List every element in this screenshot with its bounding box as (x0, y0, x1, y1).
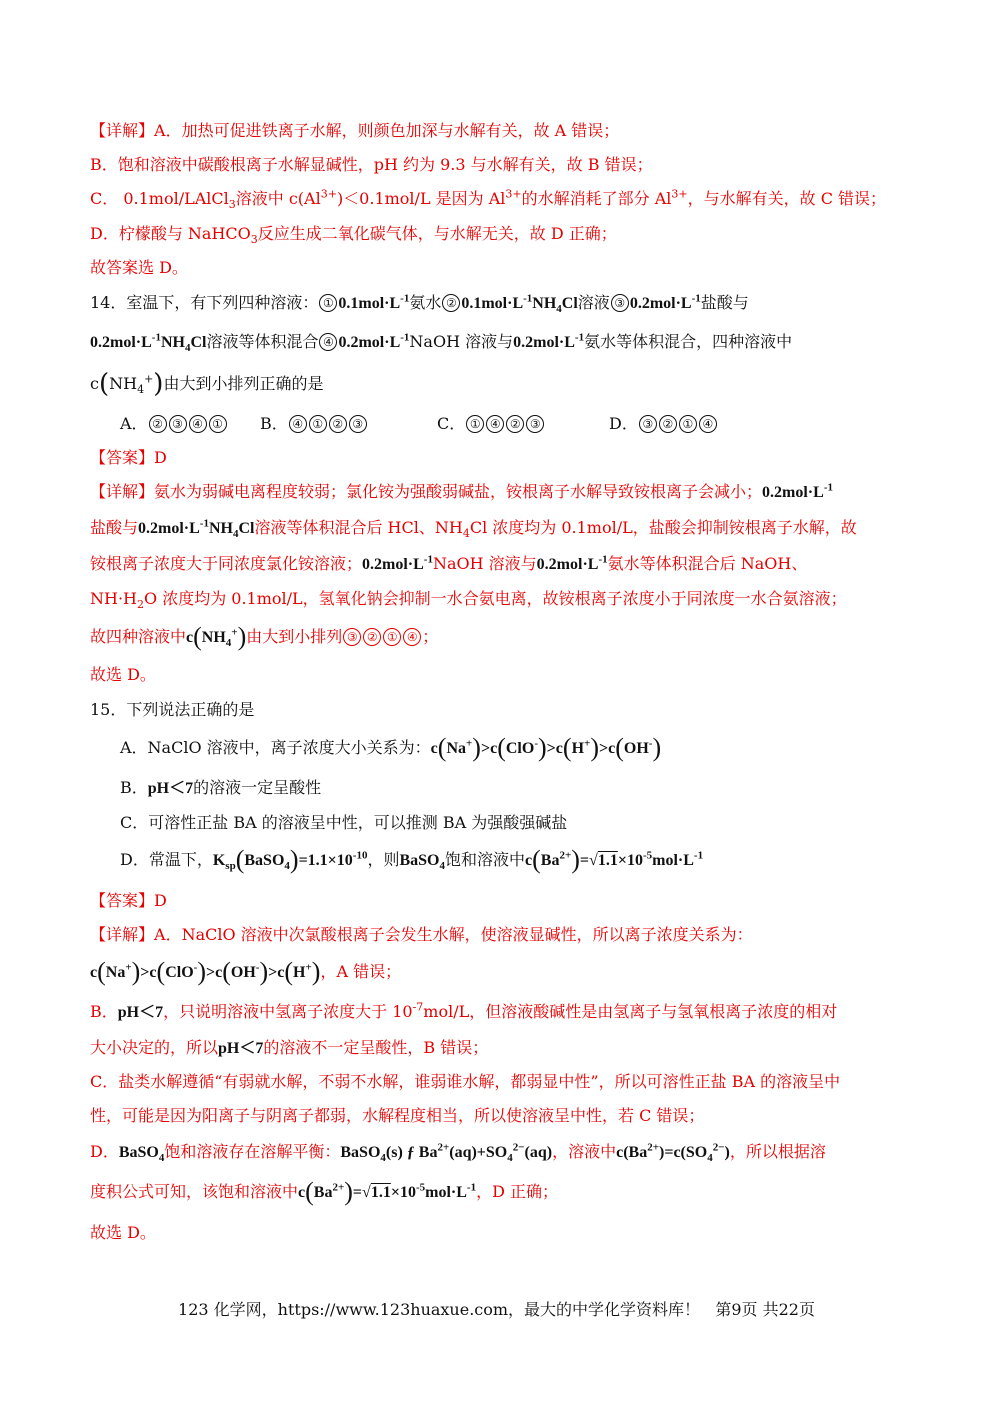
q14-stem-line2: $0.2mol\cdot L^{-1}NH_4Cl$溶液等体积混合 ④ $0.2mol\cdot L^{-1}NaOH$ 溶液与$0.2mol\cdot L^{-1}$氨水等体积混合，四种溶液中 (90, 331, 793, 355)
q14-option-c: C． ① ④ ② ③ (437, 412, 609, 436)
q14-explanation-3: 铵根离子浓度大于同浓度氯化铵溶液；$0.2mol\cdot L^{-1}NaOH$ 溶液与$0.2mol\cdot L^{-1}$氨水等体积混合后 NaOH、 (90, 553, 808, 573)
q14-stem-line1: 14．室温下，有下列四种溶液： ① $0.1mol\cdot L^{-1}$氨水 ② $0.1mol\cdot L^{-1}NH_4Cl$溶液 ③ $0.2mol\cdot L^{-1}$盐酸与 (90, 292, 749, 316)
q15-explanation-b2: 大小决定的，所以pH＜7的溶液不一定呈酸性，B 错误； (90, 1038, 489, 1057)
q14-explanation-2: 盐酸与$0.2mol\cdot L^{-1}NH_4Cl$溶液等体积混合后 HCl、$NH_4Cl$ 浓度均为 0.1mol/L，盐酸会抑制铵根离子水解，故 (90, 517, 857, 541)
footer-site-text: 123 化学网，https://www.123huaxue.com，最大的中学化学资料库！ (178, 1300, 701, 1319)
q14-stem-line3: $c(NH_4^+)$由大到小排列正确的是 (90, 369, 324, 399)
page-footer (0, 1297, 993, 1320)
q13-explanation-a: 【详解】A．加热可促进铁离子水解，则颜色加深与水解有关，故 A 错误； (90, 121, 620, 140)
q14-option-b: B． ④ ① ② ③ (260, 412, 437, 436)
q15-conclusion: 故选 D。 (90, 1223, 156, 1242)
q13-conclusion: 故答案选 D。 (90, 258, 188, 277)
q15-explanation-c1: C．盐类水解遵循“有弱就水解，不弱不水解，谁弱谁水解，都弱显中性”，所以可溶性正盐 BA 的溶液呈中 (90, 1072, 841, 1091)
q15-explanation-d1: D．BaSO$_4$饱和溶液存在溶解平衡：BaSO$_4$(s) ƒ $Ba^{2+}(aq)+SO_4^{2-}(aq)$，溶液中$c(Ba^{2+})=c(SO_4^{2-})$，所以根据溶 (90, 1141, 826, 1165)
q13-explanation-b: B．饱和溶液中碳酸根离子水解显碱性，pH 约为 9.3 与水解有关，故 B 错误； (90, 155, 653, 174)
q15-option-a: A．NaClO 溶液中，离子浓度大小关系为：c(Na+)>c(ClO-)>c(H+)>c(OH-) (120, 733, 662, 762)
q15-stem: 15．下列说法正确的是 (90, 700, 255, 719)
q14-option-d: D． ③ ② ① ④ (609, 412, 718, 436)
q14-explanation-5: 故四种溶液中$c(NH_4^+)$由大到小排列 ③ ② ① ④ ； (90, 622, 439, 651)
q15-explanation-c2: 性，可能是因为阳离子与阴离子都弱，水解程度相当，所以使溶液呈中性，若 C 错误； (90, 1106, 705, 1125)
q14-conclusion: 故选 D。 (90, 665, 156, 684)
q15-option-b: B．pH＜7的溶液一定呈酸性 (120, 778, 322, 797)
q15-option-d: D．常温下，$K_{sp}(BaSO_4)=1.1\times 10^{-10}$，则BaSO$_4$饱和溶液中$c(Ba^{2+})=√1.1\times 10^{-5}mol\cdot L^{-1}$ (120, 845, 704, 874)
q15-explanation-a1: 【详解】A．NaClO 溶液中次氯酸根离子会发生水解，使溶液显碱性，所以离子浓度关系为： (90, 925, 753, 944)
q14-answer: 【答案】D (90, 448, 167, 467)
q15-explanation-a2: c(Na+)>c(ClO-)>c(OH-)>c(H+)，A 错误； (90, 957, 402, 986)
q15-answer: 【答案】D (90, 891, 167, 910)
q15-option-c: C．可溶性正盐 BA 的溶液呈中性，可以推测 BA 为强酸强碱盐 (120, 813, 568, 832)
q13-explanation-c: C． 0.1mol/LAlCl$_3$溶液中 $c(Al^{3+})<0.1mol/L$ 是因为 $Al^{3+}$的水解消耗了部分 $Al^{3+}$，与水解有关，故 C 错误； (90, 187, 887, 212)
footer-page-number: 第9页 共22页 (715, 1300, 815, 1319)
q15-explanation-d2: 度积公式可知，该饱和溶液中$c(Ba^{2+})=√1.1\times 10^{-5}mol\cdot L^{-1}$，D 正确； (90, 1177, 558, 1206)
q14-explanation-4: $NH\cdot H_2O$ 浓度均为 0.1mol/L，氢氧化钠会抑制一水合氨电离，故铵根离子浓度小于同浓度一水合氨溶液； (90, 589, 847, 612)
q13-explanation-d: D．柠檬酸与 NaHCO$_3$反应生成二氧化碳气体，与水解无关，故 D 正确； (90, 224, 617, 247)
q14-explanation-1: 【详解】氨水为弱碱电离程度较弱；氯化铵为强酸弱碱盐，铵根离子水解导致铵根离子会减小；$0.2mol\cdot L^{-1}$ (90, 481, 833, 501)
q14-options (120, 412, 933, 436)
q14-option-a: A． ② ③ ④ ① (120, 412, 260, 436)
q15-explanation-b1: B．pH＜7，只说明溶液中氢离子浓度大于 $10^{-7}mol/L$，但溶液酸碱性是由氢离子与氢氧根离子浓度的相对 (90, 1000, 838, 1021)
